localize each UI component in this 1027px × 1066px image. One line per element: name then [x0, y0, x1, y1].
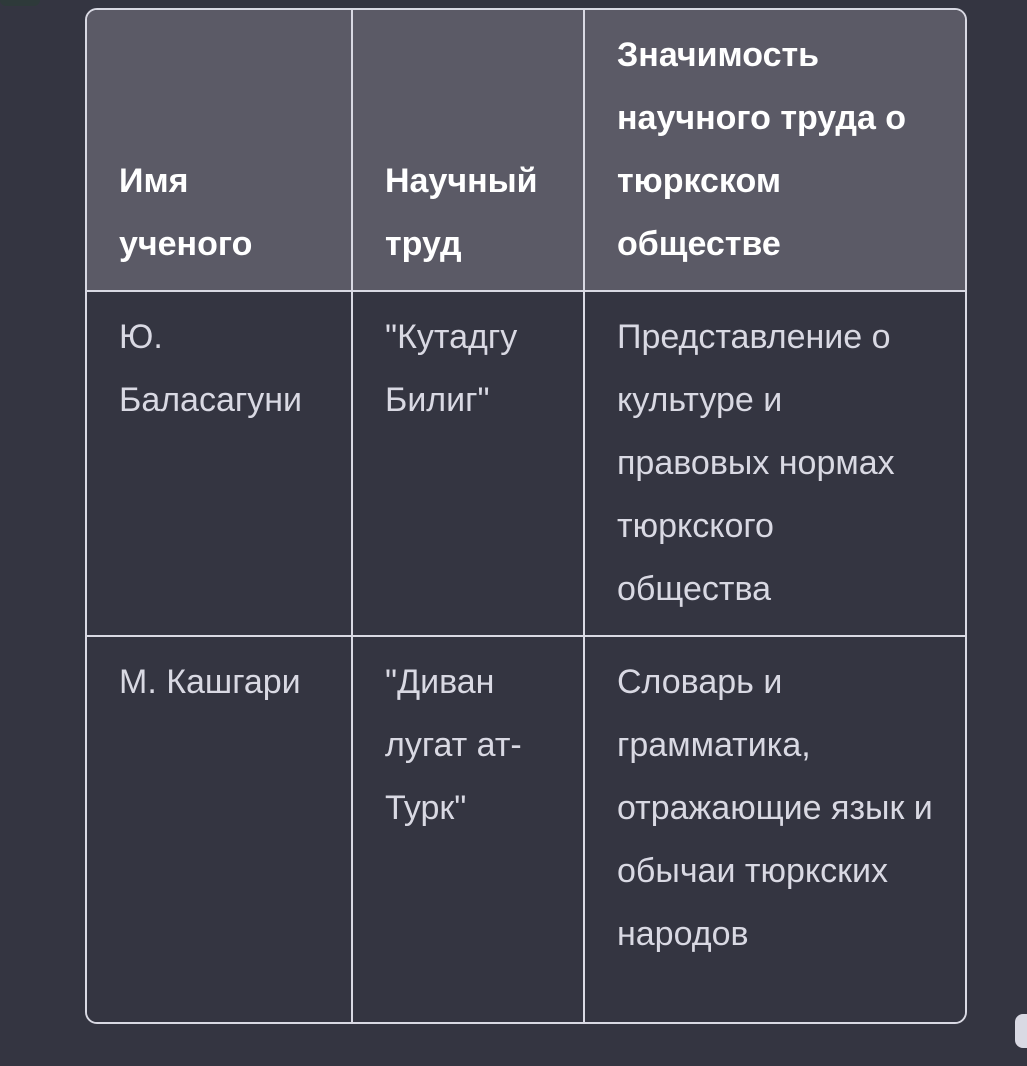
- header-scholar-name: Имя ученого: [87, 10, 352, 291]
- table-header: [87, 10, 965, 291]
- cell-significance: Представление о культуре и правовых нормах тюркского общества: [584, 291, 965, 636]
- scroll-edge-indicator: [0, 0, 40, 6]
- cell-significance: Словарь и грамматика, отражающие язык и обычаи тюркских народов: [584, 636, 965, 1022]
- scholars-table: [87, 10, 965, 1022]
- cell-scientific-work: "Диван лугат ат-Турк": [352, 636, 584, 1022]
- table-row: [87, 636, 965, 1022]
- cell-scholar-name: Ю. Баласагуни: [87, 291, 352, 636]
- header-scientific-work: Научный труд: [352, 10, 584, 291]
- scroll-handle[interactable]: [1015, 1014, 1027, 1048]
- table-body: [87, 291, 965, 1022]
- data-table-container: [85, 8, 967, 1024]
- cell-scholar-name: М. Кашгари: [87, 636, 352, 1022]
- header-row: [87, 10, 965, 291]
- table-row: [87, 291, 965, 636]
- cell-scientific-work: "Кутадгу Билиг": [352, 291, 584, 636]
- header-significance: Значимость научного труда о тюркском обществе: [584, 10, 965, 291]
